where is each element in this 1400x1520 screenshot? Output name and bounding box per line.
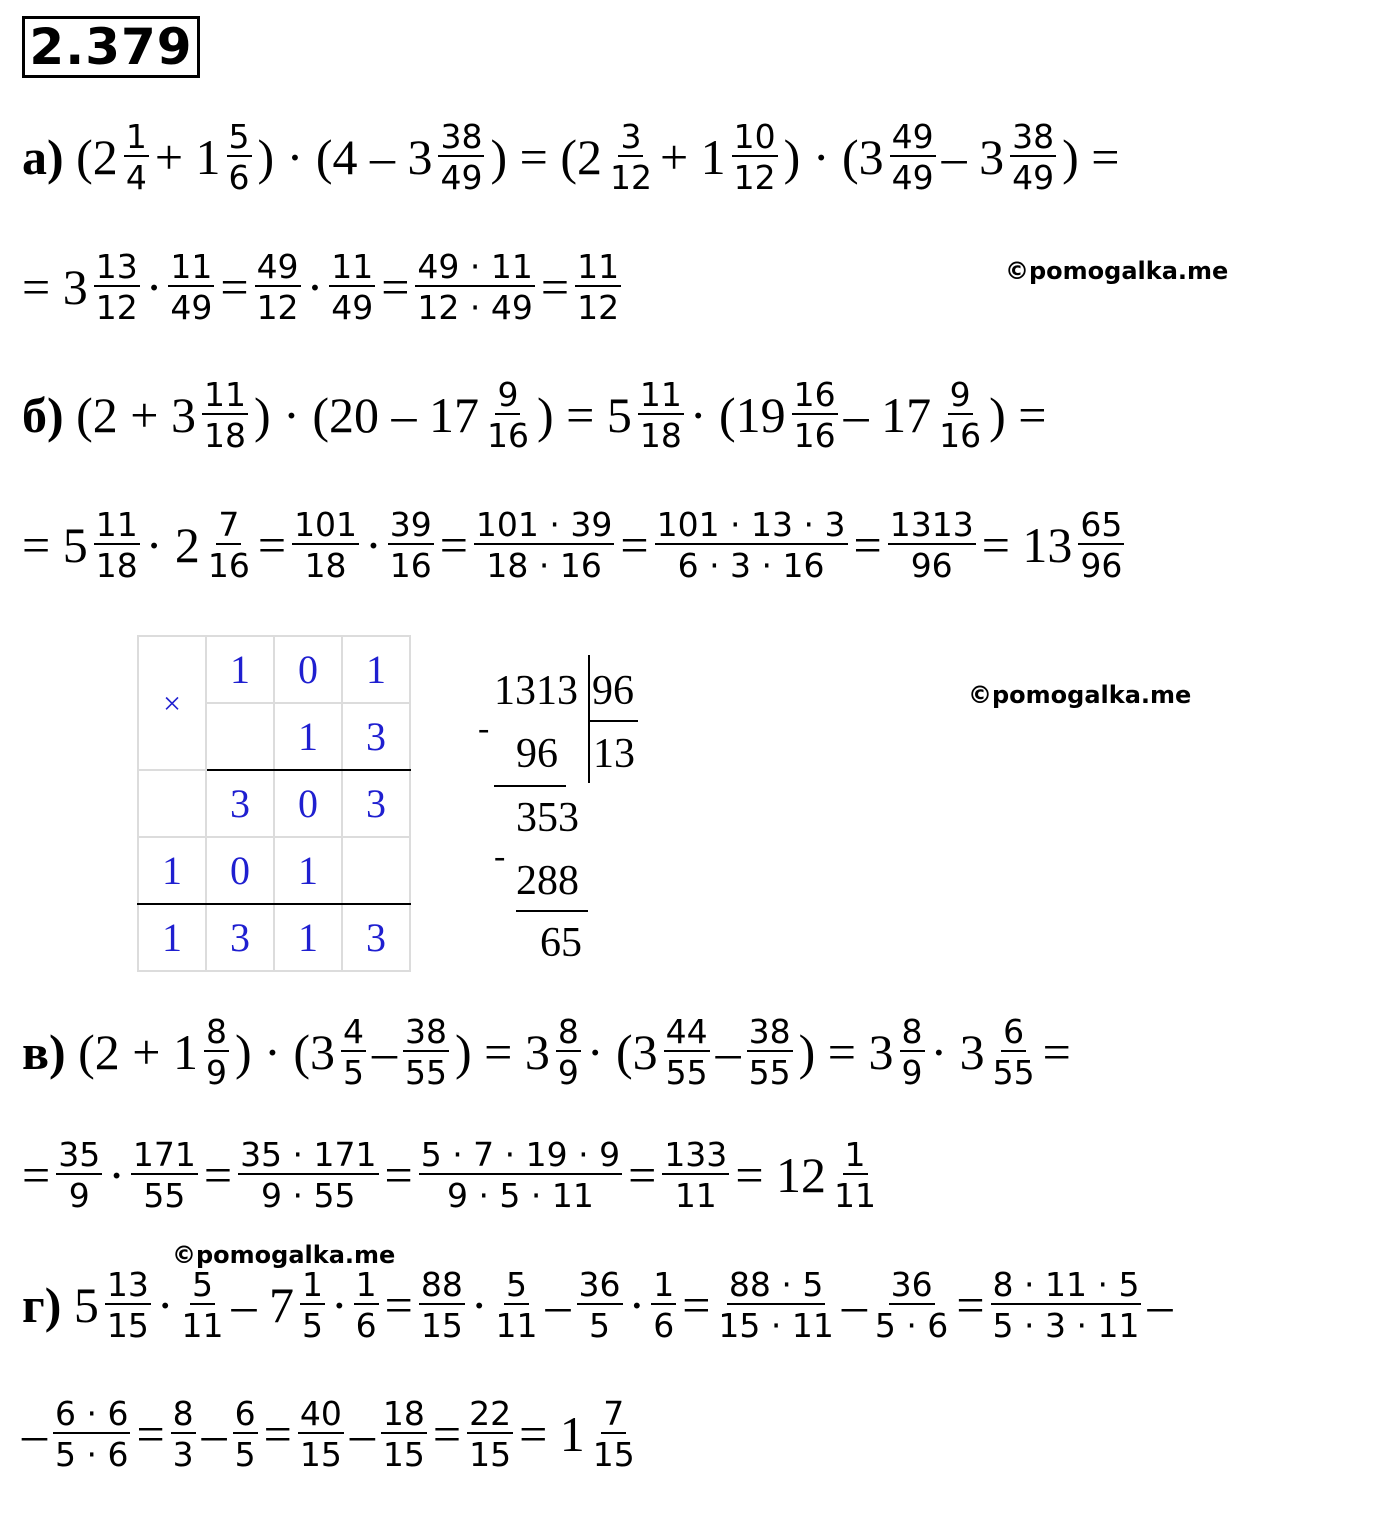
- watermark: ©pomogalka.me: [1005, 257, 1229, 285]
- fraction: $\frac{49}{49}$: [891, 117, 934, 197]
- fraction: $\frac{10}{12}$: [733, 117, 776, 197]
- fraction: $\frac{101 \cdot 13 \cdot 3}{6 \cdot 3 \cdot 16}$: [656, 505, 846, 585]
- fraction: $\frac{9}{16}$: [486, 375, 529, 455]
- problem-number: 2.379: [22, 16, 200, 78]
- fraction: $\frac{35 \cdot 171}{9 \cdot 55}$: [240, 1135, 377, 1215]
- fraction: $\frac{9}{16}$: [939, 375, 982, 455]
- fraction: $\frac{44}{55}$: [665, 1012, 708, 1092]
- part-b-line-1: б) (2 + 3 $\frac{11}{18}$ ) · (20 – 17 $\frac{9}{16}$ ) = 5 $\frac{11}{18}$ · (19 $\frac{16}{16}$ – 17 $\frac{9}{16}$ ) =: [22, 375, 1047, 455]
- grid-cell: [206, 703, 274, 770]
- fraction: $\frac{16}{16}$: [793, 375, 836, 455]
- fraction: $\frac{49}{12}$: [256, 247, 299, 327]
- fraction: $\frac{5 \cdot 7 \cdot 19 \cdot 9}{9 \cdot 5 \cdot 11}$: [420, 1135, 621, 1215]
- subtrahend-1: 96: [516, 731, 558, 777]
- fraction: $\frac{5}{11}$: [181, 1265, 224, 1345]
- quotient: 13: [593, 731, 635, 777]
- fraction: $\frac{7}{15}$: [592, 1394, 635, 1474]
- minus-sign: -: [478, 710, 490, 747]
- fraction: $\frac{8}{9}$: [901, 1012, 923, 1092]
- part-a-line-1: а) (2 $\frac{1}{4}$ + 1 $\frac{5}{6}$ ) · (4 – 3 $\frac{38}{49}$ ) = (2 $\frac{3}{12}$ + 1 $\frac{10}{12}$ ) · (3 $\frac{49}{49}$ – 3 $\frac{38}{49}$ ) =: [22, 117, 1120, 197]
- fraction: $\frac{8}{9}$: [206, 1012, 228, 1092]
- fraction: $\frac{4}{5}$: [342, 1012, 364, 1092]
- part-v-line-1: в) (2 + 1 $\frac{8}{9}$ ) · (3 $\frac{4}{5}$ – $\frac{38}{55}$ ) = 3 $\frac{8}{9}$ · (3 $\frac{44}{55}$ – $\frac{38}{55}$ ) = 3 $\frac{8}{9}$ · 3 $\frac{6}{55}$ =: [22, 1012, 1071, 1092]
- fraction: $\frac{1}{6}$: [653, 1265, 675, 1345]
- minus-sign: -: [494, 838, 506, 875]
- fraction: $\frac{39}{16}$: [389, 505, 432, 585]
- grid-cell: 1: [342, 636, 410, 703]
- grid-cell: 3: [342, 703, 410, 770]
- fraction: $\frac{7}{16}$: [207, 505, 250, 585]
- fraction: $\frac{1}{4}$: [125, 117, 147, 197]
- part-g-line-1: г) 5 $\frac{13}{15}$ · $\frac{5}{11}$ – 7 $\frac{1}{5}$ · $\frac{1}{6}$ = $\frac{88}{15}$ · $\frac{5}{11}$ – $\frac{36}{5}$ · $\frac{1}{6}$ = $\frac{88 \cdot 5}{15 \cdot 11}$ – $\frac{36}{5 \cdot 6}$ = $\frac{8 \cdot 11 \cdot 5}{5 \cdot 3 \cdot 11}$ –: [22, 1265, 1173, 1345]
- fraction: $\frac{171}{55}$: [132, 1135, 196, 1215]
- grid-cell: [342, 837, 410, 904]
- fraction: $\frac{8}{9}$: [557, 1012, 579, 1092]
- fraction: $\frac{1}{6}$: [355, 1265, 377, 1345]
- fraction: $\frac{11}{12}$: [577, 247, 620, 327]
- grid-cell: 1: [274, 837, 342, 904]
- fraction: $\frac{38}{55}$: [404, 1012, 447, 1092]
- fraction: $\frac{8}{3}$: [172, 1394, 194, 1474]
- division-rule: [494, 785, 566, 787]
- subtrahend-2: 288: [516, 858, 579, 904]
- remainder: 65: [540, 920, 582, 966]
- fraction: $\frac{6}{55}$: [992, 1012, 1035, 1092]
- fraction: $\frac{3}{12}$: [609, 117, 652, 197]
- fraction: $\frac{11}{18}$: [639, 375, 682, 455]
- grid-cell: 3: [206, 904, 274, 971]
- fraction: $\frac{13}{12}$: [95, 247, 138, 327]
- part-v-line-2: = $\frac{35}{9}$ · $\frac{171}{55}$ = $\frac{35 \cdot 171}{9 \cdot 55}$ = $\frac{5 \cdot 7 \cdot 19 \cdot 9}{9 \cdot 5 \cdot 11}$ = $\frac{133}{11}$ = 12 $\frac{1}{11}$: [22, 1135, 877, 1215]
- grid-cell: 1: [274, 703, 342, 770]
- grid-cell: 0: [206, 837, 274, 904]
- multiplication-grid: [137, 635, 411, 972]
- fraction: $\frac{88}{15}$: [420, 1265, 463, 1345]
- division-bracket-horizontal: [588, 720, 638, 722]
- fraction: $\frac{1}{11}$: [834, 1135, 877, 1215]
- grid-cell: 1: [274, 904, 342, 971]
- times-sign: ×: [138, 636, 206, 770]
- part-a-label: а): [22, 129, 64, 185]
- fraction: $\frac{6}{5}$: [234, 1394, 256, 1474]
- fraction: $\frac{35}{9}$: [58, 1135, 101, 1215]
- fraction: $\frac{11}{18}$: [204, 375, 247, 455]
- fraction: $\frac{40}{15}$: [299, 1394, 342, 1474]
- fraction: $\frac{11}{49}$: [170, 247, 213, 327]
- fraction: $\frac{36}{5 \cdot 6}$: [874, 1265, 949, 1345]
- fraction: $\frac{36}{5}$: [578, 1265, 621, 1345]
- divisor: 96: [592, 668, 634, 714]
- division-bracket-vertical: [588, 655, 590, 783]
- part-a-line-2: = 3 $\frac{13}{12}$ · $\frac{11}{49}$ = $\frac{49}{12}$ · $\frac{11}{49}$ = $\frac{49 \cdot 11}{12 \cdot 49}$ = $\frac{11}{12}$: [22, 247, 620, 327]
- fraction: $\frac{8 \cdot 11 \cdot 5}{5 \cdot 3 \cdot 11}$: [992, 1265, 1140, 1345]
- division-rule: [516, 910, 588, 912]
- grid-cell: [138, 770, 206, 837]
- dividend: 1313: [494, 668, 578, 714]
- fraction: $\frac{5}{6}$: [228, 117, 250, 197]
- fraction: $\frac{101 \cdot 39}{18 \cdot 16}$: [475, 505, 613, 585]
- part-b-label: б): [22, 387, 64, 443]
- fraction: $\frac{38}{49}$: [440, 117, 483, 197]
- grid-cell: 1: [138, 904, 206, 971]
- watermark: ©pomogalka.me: [968, 681, 1192, 709]
- grid-cell: 3: [342, 904, 410, 971]
- part-v-label: в): [22, 1024, 66, 1080]
- part-g-line-2: – $\frac{6 \cdot 6}{5 \cdot 6}$ = $\frac{8}{3}$ – $\frac{6}{5}$ = $\frac{40}{15}$ – $\frac{18}{15}$ = $\frac{22}{15}$ = 1 $\frac{7}{15}$: [22, 1394, 635, 1474]
- fraction: $\frac{88 \cdot 5}{15 \cdot 11}$: [718, 1265, 834, 1345]
- watermark: ©pomogalka.me: [172, 1241, 396, 1269]
- remainder-1: 353: [516, 795, 579, 841]
- fraction: $\frac{6 \cdot 6}{5 \cdot 6}$: [55, 1394, 129, 1474]
- fraction: $\frac{38}{55}$: [748, 1012, 791, 1092]
- grid-cell: 0: [274, 770, 342, 837]
- fraction: $\frac{13}{15}$: [106, 1265, 149, 1345]
- part-g-label: г): [22, 1277, 62, 1333]
- grid-cell: 0: [274, 636, 342, 703]
- grid-cell: 1: [206, 636, 274, 703]
- fraction: $\frac{11}{18}$: [95, 505, 138, 585]
- fraction: $\frac{133}{11}$: [664, 1135, 728, 1215]
- fraction: $\frac{1}{5}$: [302, 1265, 324, 1345]
- part-b-line-2: = 5 $\frac{11}{18}$ · 2 $\frac{7}{16}$ = $\frac{101}{18}$ · $\frac{39}{16}$ = $\frac{101 \cdot 39}{18 \cdot 16}$ = $\frac{101 \cdot 13 \cdot 3}{6 \cdot 3 \cdot 16}$ = $\frac{1313}{96}$ = 13 $\frac{65}{96}$: [22, 505, 1123, 585]
- fraction: $\frac{1313}{96}$: [889, 505, 974, 585]
- grid-cell: 1: [138, 837, 206, 904]
- fraction: $\frac{18}{15}$: [382, 1394, 425, 1474]
- fraction: $\frac{22}{15}$: [469, 1394, 512, 1474]
- fraction: $\frac{11}{49}$: [331, 247, 374, 327]
- fraction: $\frac{49 \cdot 11}{12 \cdot 49}$: [417, 247, 533, 327]
- fraction: $\frac{65}{96}$: [1080, 505, 1123, 585]
- fraction: $\frac{101}{18}$: [294, 505, 358, 585]
- fraction: $\frac{38}{49}$: [1012, 117, 1055, 197]
- fraction: $\frac{5}{11}$: [495, 1265, 538, 1345]
- grid-cell: 3: [206, 770, 274, 837]
- grid-cell: 3: [342, 770, 410, 837]
